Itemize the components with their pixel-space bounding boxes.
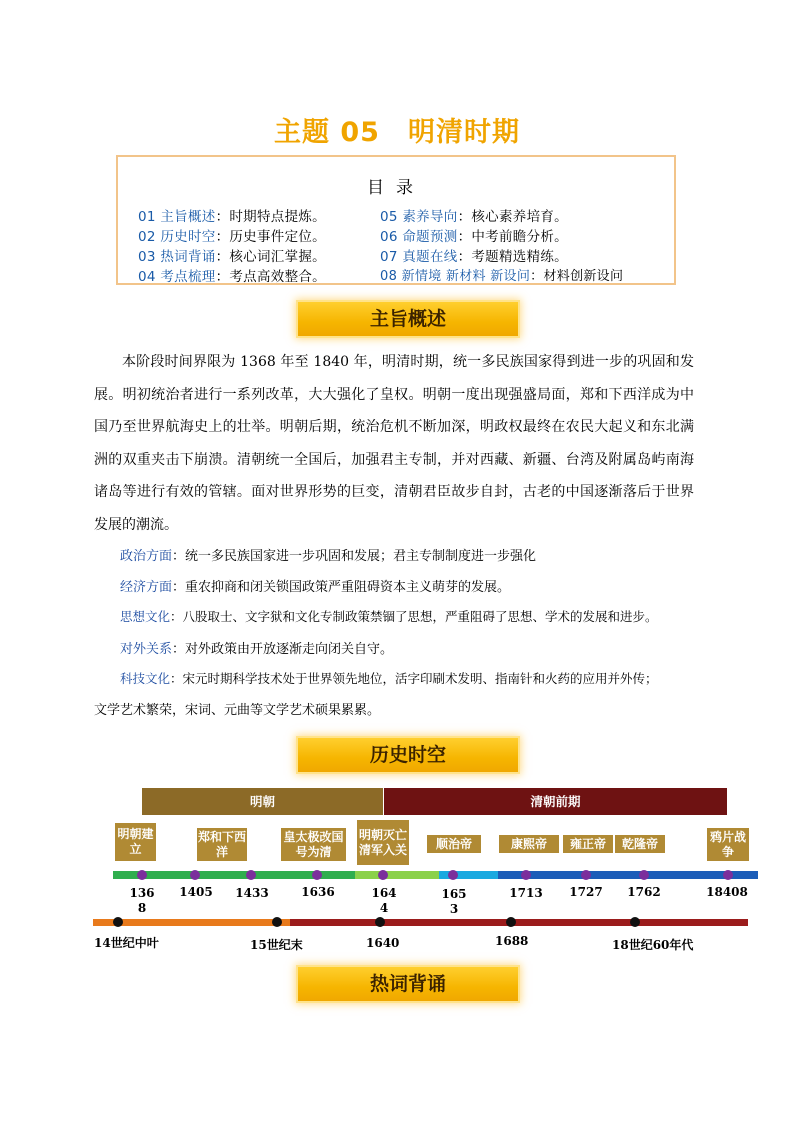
toc-num: 03	[138, 249, 156, 265]
bottom-axis-dot	[506, 917, 516, 927]
bottom-axis-dot	[630, 917, 640, 927]
event-ming-founded: 明朝建立	[115, 823, 156, 861]
toc-num: 07	[380, 249, 398, 265]
toc-item-03[interactable]	[138, 245, 326, 265]
point-label: 科技文化	[120, 671, 171, 686]
toc-key: 热词背诵	[160, 249, 216, 265]
bottom-axis-dot	[375, 917, 385, 927]
point-text: ：统一多民族国家进一步巩固和发展；君主专制制度进一步强化	[172, 549, 537, 564]
event-qianlong: 乾隆帝	[615, 835, 665, 853]
point-thought	[120, 607, 658, 625]
point-science	[120, 669, 658, 687]
axis-dot	[521, 870, 531, 880]
event-zhenghe: 郑和下西洋	[197, 828, 247, 861]
point-label: 政治方面	[120, 549, 173, 564]
point-foreign	[120, 638, 393, 657]
axis-seg-transition	[355, 871, 439, 879]
event-shunzhi: 顺治帝	[427, 835, 481, 853]
point-politics	[120, 545, 536, 564]
point-text: ：对外政策由开放逐渐走向闭关自守。	[172, 642, 394, 657]
point-label: 思想文化	[120, 609, 171, 624]
toc-num: 02	[138, 229, 156, 245]
year-label: 1368	[129, 886, 155, 915]
bottom-axis-dot	[113, 917, 123, 927]
point-text: ：重农抑商和闭关锁国政策严重阻碍资本主义萌芽的发展。	[172, 580, 511, 595]
table-of-contents	[116, 155, 676, 285]
overview-paragraph: 本阶段时间界限为 1368 年至 1840 年，明清时期，统一多民族国家得到进一步的巩固和发展。明初统治者进行一系列改革，大大强化了皇权。明朝一度出现强盛局面，郑和下西洋成为中国乃至世界航海史上的壮举。明朝后期，统治危机不断加深，明政权最终在农民大起义和东北满洲的双重夹击下崩溃。清朝统一全国后，加强君主专制，并对西藏、新疆、台湾及附属岛屿南海诸岛等进行有效的管辖。面对世界形势的巨变，清朝君臣故步自封，古老的中国逐渐落后于世界发展的潮流。	[94, 354, 694, 533]
year-label: 1713	[509, 886, 543, 900]
bottom-label: 15世纪末	[250, 938, 303, 952]
toc-desc: ：考题精选精练。	[457, 249, 568, 265]
toc-desc: ：时期特点提炼。	[215, 209, 326, 225]
axis-dot	[190, 870, 200, 880]
axis-dot	[246, 870, 256, 880]
toc-key: 主旨概述	[160, 209, 216, 225]
section-banner-timeline: 历史时空	[298, 738, 518, 772]
bottom-axis-seg-2	[290, 919, 748, 926]
year-label: 1405	[179, 885, 213, 899]
axis-dot	[378, 870, 388, 880]
toc-key: 考点梳理	[160, 269, 216, 285]
bottom-label: 1688	[495, 934, 529, 948]
axis-dot	[723, 870, 733, 880]
year-label: 1636	[301, 885, 335, 899]
toc-key: 历史时空	[160, 229, 216, 245]
event-kangxi: 康熙帝	[499, 835, 559, 853]
toc-num: 01	[138, 209, 156, 225]
section-banner-overview: 主旨概述	[298, 302, 518, 336]
toc-num: 08	[380, 269, 398, 284]
toc-key: 真题在线	[402, 249, 458, 265]
toc-heading: 目录	[367, 178, 425, 198]
axis-dot	[639, 870, 649, 880]
point-text: ：八股取士、文字狱和文化专制政策禁锢了思想，严重阻碍了思想、学术的发展和进步。	[170, 609, 658, 624]
axis-seg-qing	[498, 871, 758, 879]
year-label: 18408	[706, 885, 748, 899]
toc-desc: ：核心词汇掌握。	[215, 249, 326, 265]
toc-num: 06	[380, 229, 398, 245]
toc-item-07[interactable]	[380, 245, 568, 265]
bottom-axis-dot	[272, 917, 282, 927]
toc-item-04[interactable]	[138, 265, 326, 285]
axis-dot	[312, 870, 322, 880]
toc-item-05[interactable]	[380, 205, 568, 225]
toc-num: 04	[138, 269, 156, 285]
point-science-tail: 文学艺术繁荣，宋词、元曲等文学艺术硕果累累。	[94, 703, 381, 718]
year-label: 1762	[627, 885, 661, 899]
point-text: ：宋元时期科学技术处于世界领先地位，活字印刷术发明、指南针和火药的应用并外传；	[170, 671, 658, 686]
overview-text	[94, 346, 694, 541]
toc-item-02[interactable]	[138, 225, 326, 245]
point-label: 经济方面	[120, 580, 173, 595]
year-label: 1644	[371, 886, 397, 915]
toc-item-08[interactable]	[380, 265, 623, 284]
toc-item-06[interactable]	[380, 225, 568, 245]
toc-desc: ：考点高效整合。	[215, 269, 326, 285]
toc-desc: ：材料创新设问	[530, 269, 624, 284]
section-banner-hotwords: 热词背诵	[298, 967, 518, 1001]
event-opium-war: 鸦片战争	[707, 828, 749, 861]
toc-desc: ：历史事件定位。	[215, 229, 326, 245]
year-label: 1433	[235, 886, 269, 900]
toc-key: 命题预测	[402, 229, 458, 245]
axis-dot	[137, 870, 147, 880]
event-ming-fall: 明朝灭亡清军入关	[357, 820, 409, 865]
toc-item-01[interactable]	[138, 205, 326, 225]
year-label: 1653	[441, 887, 467, 916]
axis-dot	[581, 870, 591, 880]
toc-num: 05	[380, 209, 398, 225]
toc-desc: ：中考前瞻分析。	[457, 229, 568, 245]
point-label: 对外关系	[120, 642, 173, 657]
event-huangtaiji: 皇太极改国号为清	[281, 828, 346, 861]
point-economy	[120, 576, 510, 595]
bottom-label: 1640	[366, 936, 400, 950]
toc-key: 新情境 新材料 新设问	[401, 269, 531, 284]
event-yongzheng: 雍正帝	[563, 835, 613, 853]
era-ming: 明朝	[142, 788, 383, 815]
bottom-label: 14世纪中叶	[94, 936, 159, 950]
bottom-label: 18世纪60年代	[612, 938, 694, 952]
page-title: 主题 05 明清时期	[274, 117, 520, 148]
toc-desc: ：核心素养培育。	[457, 209, 568, 225]
toc-key: 素养导向	[402, 209, 458, 225]
era-qing: 清朝前期	[384, 788, 727, 815]
axis-dot	[448, 870, 458, 880]
year-label: 1727	[569, 885, 603, 899]
